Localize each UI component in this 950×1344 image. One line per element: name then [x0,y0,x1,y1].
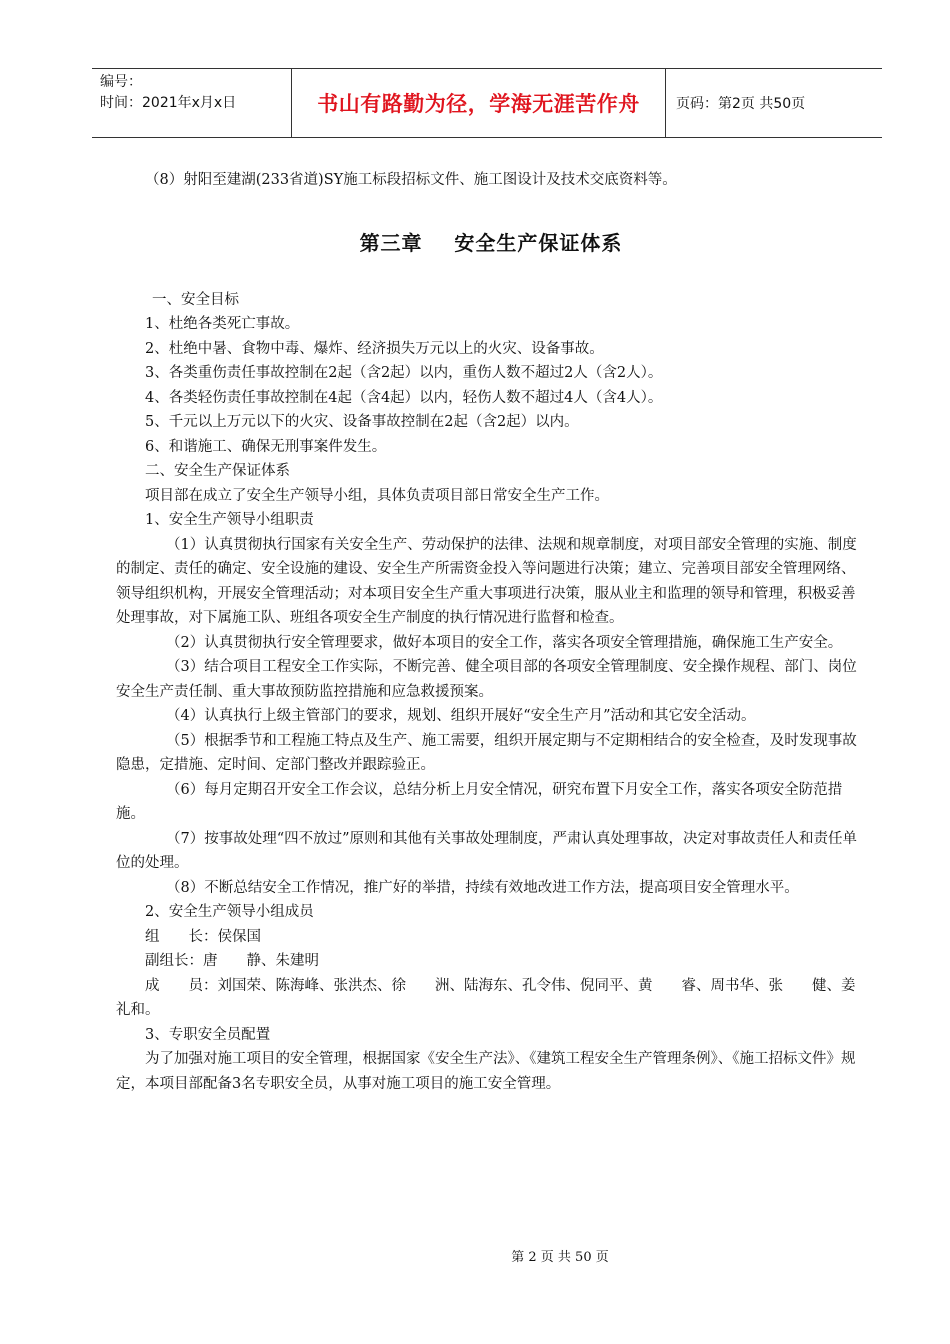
sub3-heading: 3、专职安全员配置 [145,1026,271,1043]
section2-heading: 二、安全生产保证体系 [145,463,290,479]
header-motto: 书山有路勤为径，学海无涯苦作舟 [292,69,666,137]
document-body [116,168,866,1096]
goal-item: 6、和谐施工、确保无刑事案件发生。 [145,438,387,455]
members-line: 成 员：刘国荣、陈海峰、张洪杰、徐 洲、陆海东、孔令伟、倪同平、黄 睿、周书华、张 健、姜礼和。 [116,977,856,1018]
section1-heading: 一、安全目标 [152,291,239,308]
goal-item: 1、杜绝各类死亡事故。 [145,316,300,332]
intro-line: （8）射阳至建湖(233省道)SY施工标段招标文件、施工图设计及技术交底资料等。 [145,172,677,188]
goal-item: 4、各类轻伤责任事故控制在4起（含4起）以内，轻伤人数不超过4人（含4人）。 [145,389,663,406]
number-label: 编号： [100,74,142,90]
duty-item: （5）根据季节和工程施工特点及生产、施工需要，组织开展定期与不定期相结合的安全检查，及时发现事故隐患，定措施、定时间、定部门整改并跟踪验正。 [116,732,857,773]
leader-line: 组 长：侯保国 [145,928,261,945]
goal-item: 3、各类重伤责任事故控制在2起（含2起）以内，重伤人数不超过2人（含2人）。 [145,365,663,381]
duty-item: （6）每月定期召开安全工作会议，总结分析上月安全情况，研究布置下月安全工作，落实各项安全防范措施。 [116,781,843,822]
time-label: 时间：2021年x月x日 [100,95,237,111]
duty-item: （8）不断总结安全工作情况，推广好的举措，持续有效地改进工作方法，提高项目安全管理水平。 [166,879,799,896]
header-page-info: 页码：第2页 共50页 [676,96,806,112]
duty-item: （1）认真贯彻执行国家有关安全生产、劳动保护的法律、法规和规章制度，对项目部安全管理的实施、制度的制定、责任的确定、安全设施的建设、安全生产所需资金投入等问题进行决策；建立、完善项目部安全管理网络、领导组织机构，开展安全管理活动；对本项目安全生产重大事项进行决策，服从业主和监理的领导和管理，积极妥善处理事故，对下属施工队、班组各项安全生产制度的执行情况进行监督和检查。 [116,536,857,626]
header-table [92,68,882,138]
deputy-line: 副组长：唐 静、朱建明 [145,953,319,969]
duty-item: （2）认真贯彻执行安全管理要求，做好本项目的安全工作，落实各项安全管理措施，确保施工生产安全。 [166,634,843,651]
header-meta [92,69,292,137]
section2-intro: 项目部在成立了安全生产领导小组，具体负责项目部日常安全生产工作。 [145,487,609,504]
sub3-text: 为了加强对施工项目的安全管理，根据国家《安全生产法》、《建筑工程安全生产管理条例》、《施工招标文件》规定，本项目部配备3名专职安全员，从事对施工项目的施工安全管理。 [116,1051,856,1092]
duty-item: （3）结合项目工程安全工作实际，不断完善、健全项目部的各项安全管理制度、安全操作规程、部门、岗位安全生产责任制、重大事故预防监控措施和应急救援预案。 [116,659,857,700]
sub1-heading: 1、安全生产领导小组职责 [145,512,314,528]
duty-item: （7）按事故处理“四不放过”原则和其他有关事故处理制度，严肃认真处理事故，决定对事故责任人和责任单位的处理。 [116,830,858,871]
duty-item: （4）认真执行上级主管部门的要求，规划、组织开展好“安全生产月”活动和其它安全活动。 [166,708,756,724]
chapter-title: 第三章 安全生产保证体系 [359,230,623,255]
sub2-heading: 2、安全生产领导小组成员 [145,904,314,920]
goal-item: 5、千元以上万元以下的火灾、设备事故控制在2起（含2起）以内。 [145,414,579,430]
page-footer: 第 2 页 共 50 页 [511,1250,609,1265]
goal-item: 2、杜绝中暑、食物中毒、爆炸、经济损失万元以上的火灾、设备事故。 [145,340,604,357]
